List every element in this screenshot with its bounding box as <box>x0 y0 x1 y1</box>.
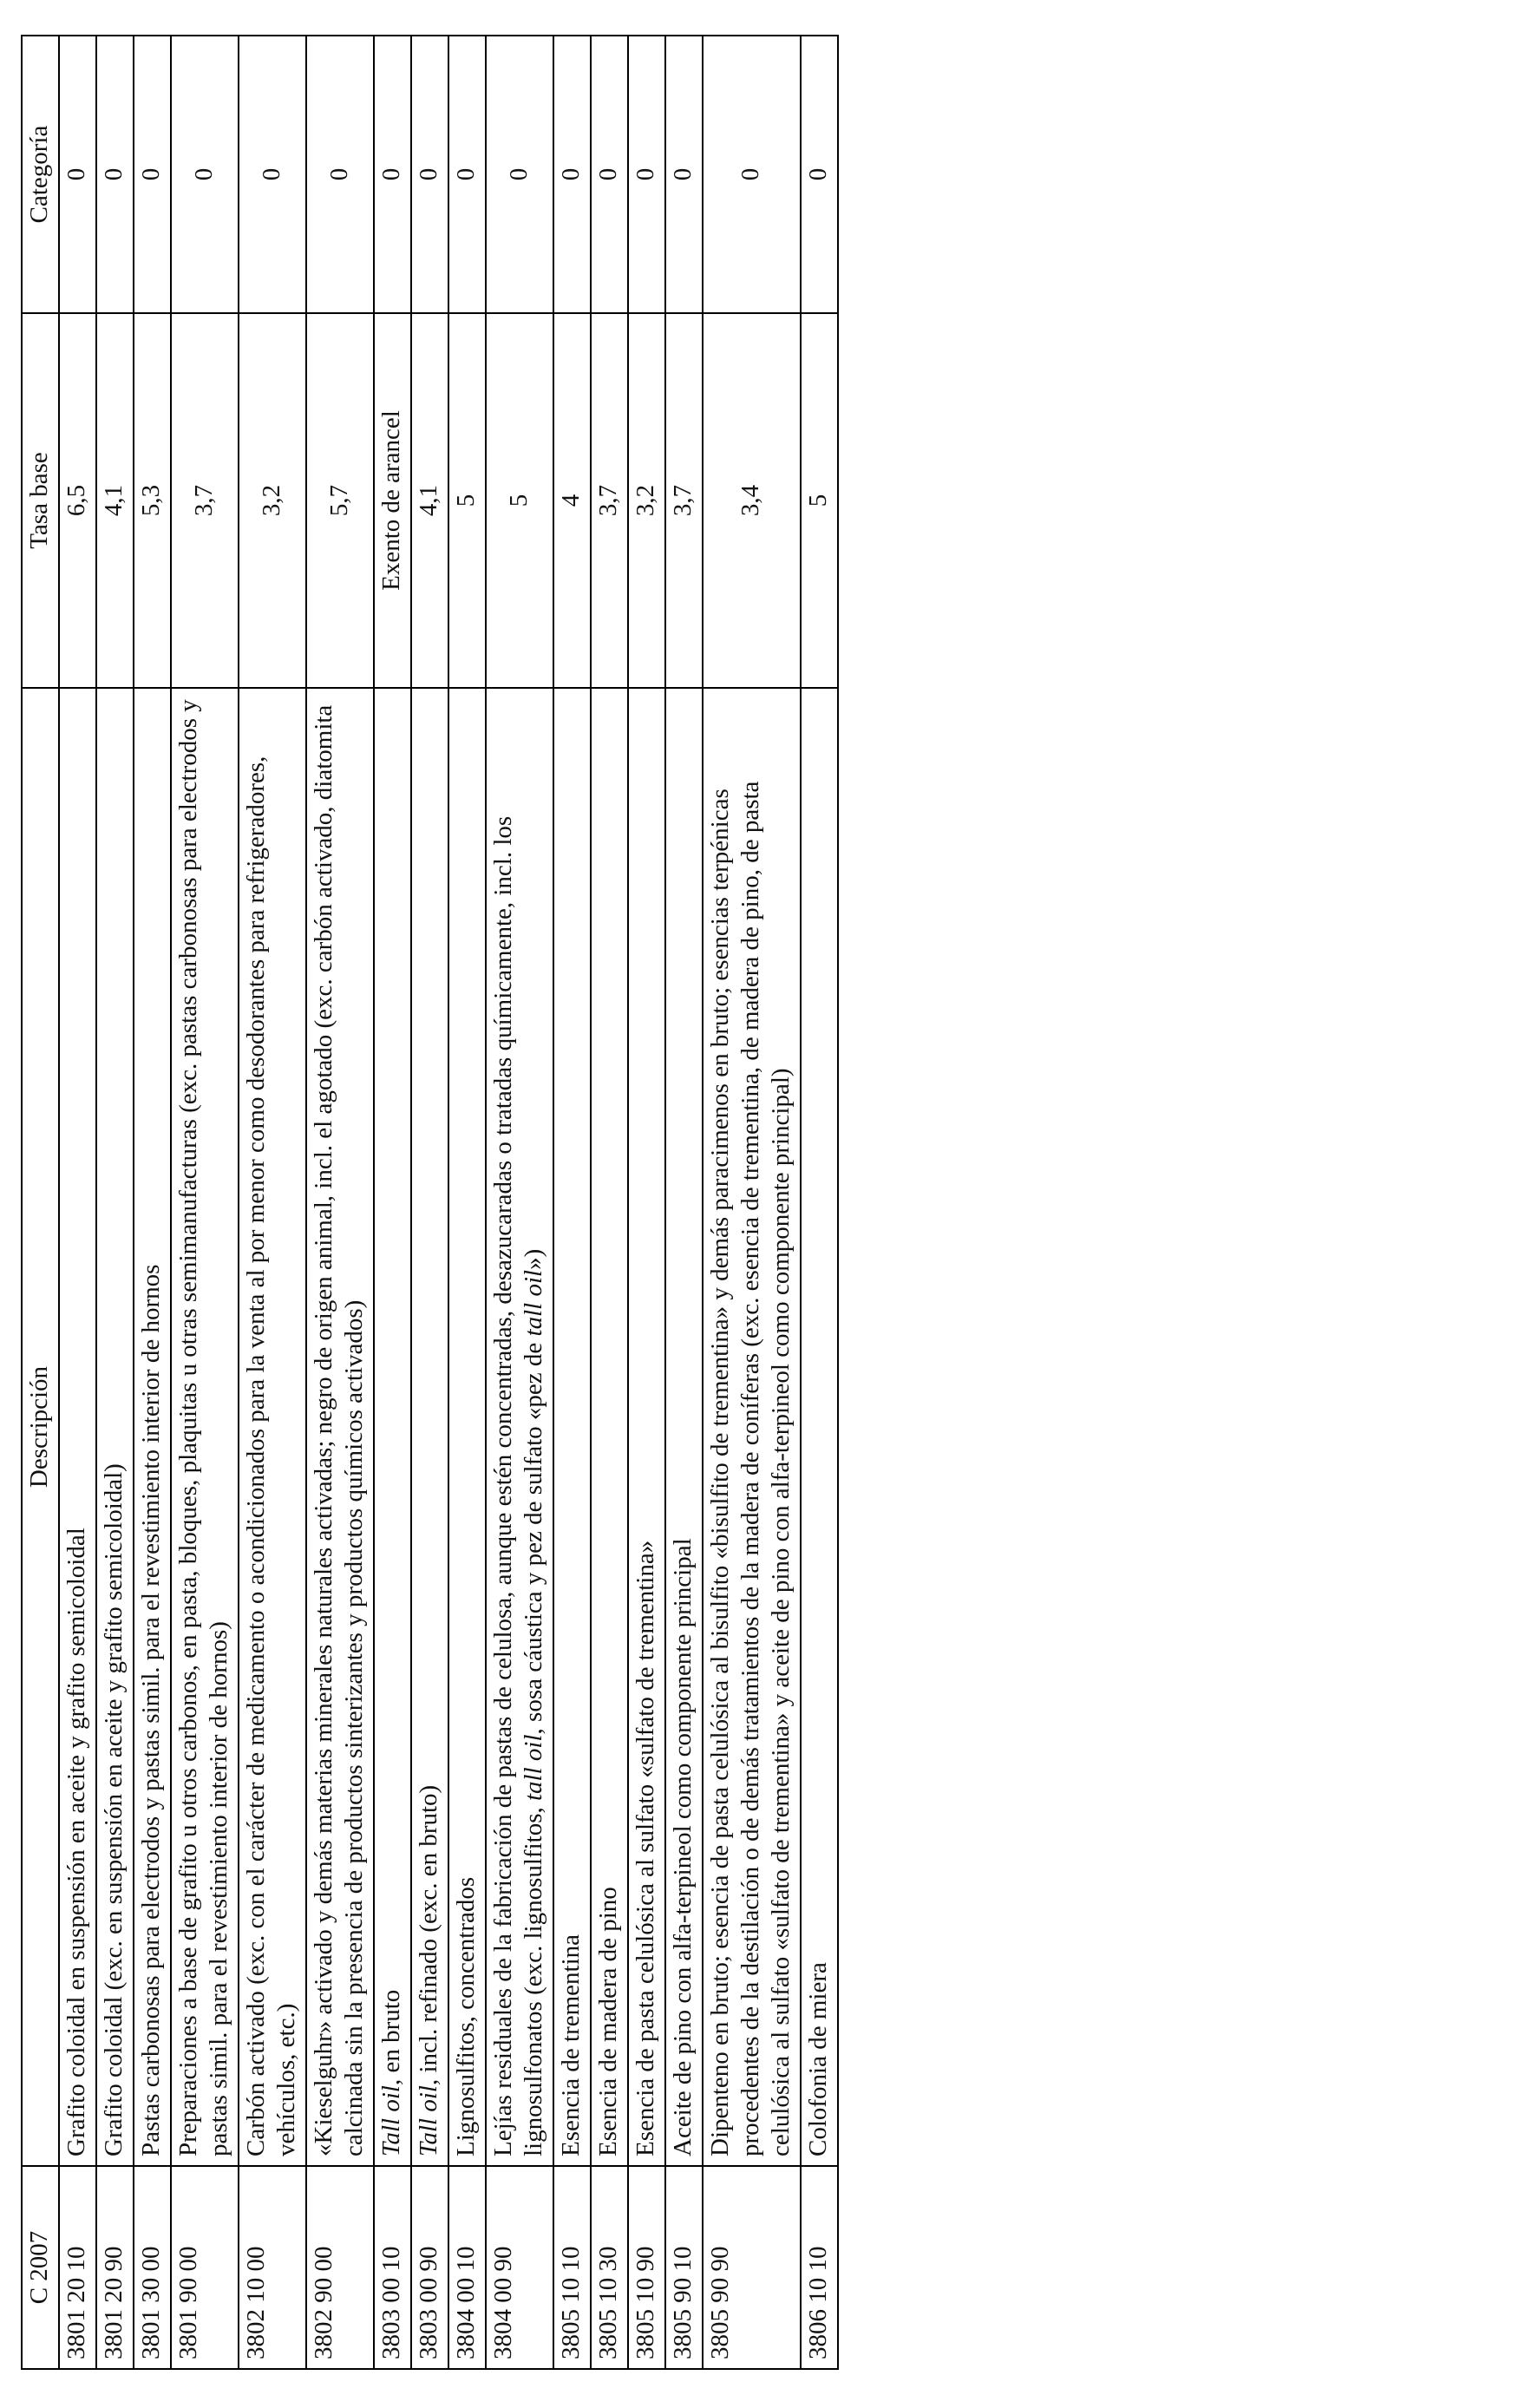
table-row <box>703 36 801 2369</box>
description-cell: Colofonia de miera <box>801 688 838 2166</box>
tariff-table <box>21 35 839 2370</box>
category-cell: 0 <box>486 36 553 313</box>
category-cell: 0 <box>96 36 134 313</box>
description-italic-term: tall oil <box>520 1269 547 1337</box>
code-cell: 3801 30 00 <box>134 2166 171 2369</box>
header-base-rate: Tasa base <box>22 313 59 688</box>
description-cell: Esencia de madera de pino <box>591 688 628 2166</box>
base-rate-cell: 5,7 <box>306 313 374 688</box>
code-cell: 3806 10 10 <box>801 2166 838 2369</box>
description-cell <box>486 688 553 2166</box>
base-rate-cell: 3,2 <box>628 313 665 688</box>
table-row <box>374 36 411 2369</box>
category-cell: 0 <box>448 36 486 313</box>
description-cell: Pastas carbonosas para electrodos y pastas simil. para el revestimiento interior de hornos <box>134 688 171 2166</box>
code-cell: 3803 00 10 <box>374 2166 411 2369</box>
base-rate-cell: 4,1 <box>411 313 448 688</box>
description-cell: Aceite de pino con alfa-terpineol como componente principal <box>665 688 703 2166</box>
table-row <box>239 36 306 2369</box>
base-rate-cell: 3,7 <box>171 313 239 688</box>
category-cell: 0 <box>411 36 448 313</box>
category-cell: 0 <box>703 36 801 313</box>
description-cell: Preparaciones a base de grafito u otros carbonos, en pasta, bloques, plaquitas u otras semimanufacturas (exc. pastas carbonosas para electrodos y pastas simil. para el revestimiento interior de hornos) <box>171 688 239 2166</box>
code-cell: 3804 00 90 <box>486 2166 553 2369</box>
table-row <box>591 36 628 2369</box>
table-row <box>59 36 96 2369</box>
base-rate-cell: 3,4 <box>703 313 801 688</box>
category-cell: 0 <box>306 36 374 313</box>
description-text: ») <box>520 1248 547 1270</box>
table-row <box>448 36 486 2369</box>
table-row <box>171 36 239 2369</box>
base-rate-cell: 4 <box>553 313 591 688</box>
code-cell: 3802 10 00 <box>239 2166 306 2369</box>
category-cell: 0 <box>801 36 838 313</box>
code-cell: 3805 10 90 <box>628 2166 665 2369</box>
description-cell: Dipenteno en bruto; esencia de pasta celulósica al bisulfito «bisulfito de trementina» y demás paracimenos en bruto; esencias terpénicas procedentes de la destilación o de demás tratamientos de la madera de coníferas (exc. esencia de trementina, de madera de pino, de pasta celulósica al sulfato «sulfato de trementina» y aceite de pino con alfa-terpineol como componente principal) <box>703 688 801 2166</box>
base-rate-cell: 6,5 <box>59 313 96 688</box>
category-cell: 0 <box>134 36 171 313</box>
category-cell: 0 <box>239 36 306 313</box>
table-row <box>665 36 703 2369</box>
table-row <box>306 36 374 2369</box>
header-row <box>22 36 59 2369</box>
header-description: Descripción <box>22 688 59 2166</box>
description-cell <box>411 688 448 2166</box>
description-text: , sosa cáustica y pez de sulfato «pez de <box>520 1336 547 1735</box>
table-row <box>411 36 448 2369</box>
table-row <box>628 36 665 2369</box>
code-cell: 3805 10 30 <box>591 2166 628 2369</box>
description-text: , en bruto <box>377 1989 405 2086</box>
base-rate-cell: 5 <box>448 313 486 688</box>
base-rate-cell: 3,7 <box>665 313 703 688</box>
table-row <box>801 36 838 2369</box>
base-rate-cell: Exento de arancel <box>374 313 411 688</box>
description-cell: Esencia de trementina <box>553 688 591 2166</box>
code-cell: 3801 90 00 <box>171 2166 239 2369</box>
category-cell: 0 <box>591 36 628 313</box>
description-cell <box>374 688 411 2166</box>
code-cell: 3803 00 90 <box>411 2166 448 2369</box>
description-text: Lejías residuales de la fabricación de pastas de celulosa, aunque estén concentradas, desazucaradas o tratadas químicamente, incl. los lignosulfonatos (exc. lignosulfitos, <box>489 815 547 2156</box>
table-row <box>96 36 134 2369</box>
code-cell: 3801 20 90 <box>96 2166 134 2369</box>
table-row <box>134 36 171 2369</box>
table-row <box>486 36 553 2369</box>
base-rate-cell: 5,3 <box>134 313 171 688</box>
description-cell: Carbón activado (exc. con el carácter de medicamento o acondicionados para la venta al por menor como desodorantes para refrigeradores, vehículos, etc.) <box>239 688 306 2166</box>
description-cell: Esencia de pasta celulósica al sulfato «sulfato de trementina» <box>628 688 665 2166</box>
header-category: Categoría <box>22 36 59 313</box>
description-italic-term: Tall oil <box>377 2085 405 2156</box>
description-cell: Lignosulfitos, concentrados <box>448 688 486 2166</box>
category-cell: 0 <box>553 36 591 313</box>
base-rate-cell: 5 <box>486 313 553 688</box>
category-cell: 0 <box>374 36 411 313</box>
description-cell: Grafito coloidal en suspensión en aceite y grafito semicoloidal <box>59 688 96 2166</box>
description-italic-term: Tall oil <box>415 2085 442 2156</box>
description-text: , incl. refinado (exc. en bruto) <box>415 1784 442 2086</box>
header-code: C 2007 <box>22 2166 59 2369</box>
code-cell: 3804 00 10 <box>448 2166 486 2369</box>
code-cell: 3801 20 10 <box>59 2166 96 2369</box>
base-rate-cell: 3,7 <box>591 313 628 688</box>
category-cell: 0 <box>628 36 665 313</box>
base-rate-cell: 5 <box>801 313 838 688</box>
code-cell: 3805 90 10 <box>665 2166 703 2369</box>
category-cell: 0 <box>665 36 703 313</box>
base-rate-cell: 3,2 <box>239 313 306 688</box>
category-cell: 0 <box>59 36 96 313</box>
code-cell: 3805 90 90 <box>703 2166 801 2369</box>
category-cell: 0 <box>171 36 239 313</box>
description-cell: Grafito coloidal (exc. en suspensión en aceite y grafito semicoloidal) <box>96 688 134 2166</box>
description-italic-term: tall oil <box>520 1734 547 1801</box>
table-row <box>553 36 591 2369</box>
base-rate-cell: 4,1 <box>96 313 134 688</box>
code-cell: 3805 10 10 <box>553 2166 591 2369</box>
description-cell: «Kieselguhr» activado y demás materias minerales naturales activadas; negro de origen animal, incl. el agotado (exc. carbón activado, diatomita calcinada sin la presencia de productos sinterizantes y productos químicos activados) <box>306 688 374 2166</box>
code-cell: 3802 90 00 <box>306 2166 374 2369</box>
